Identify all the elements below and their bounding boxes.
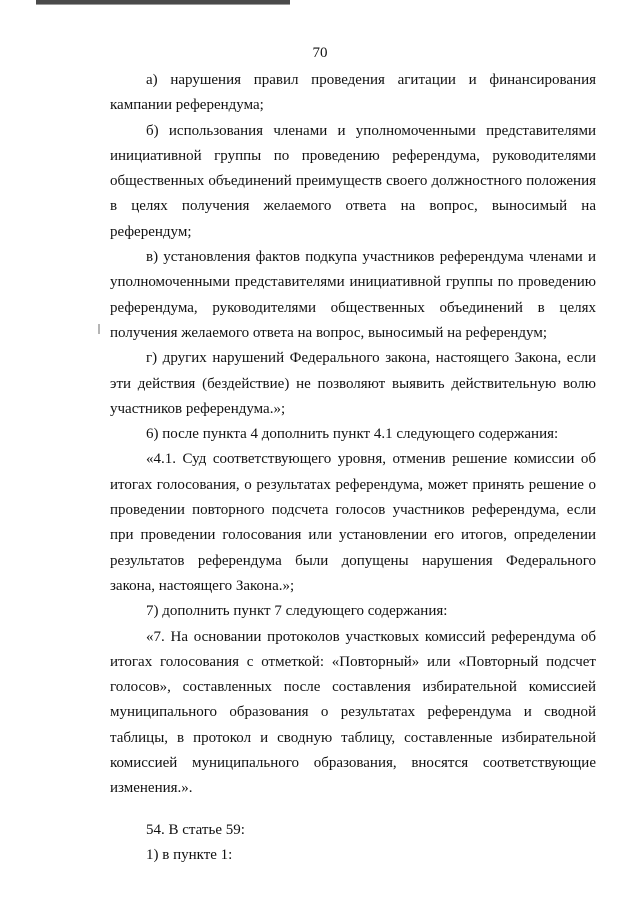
paragraph-clause-7: «7. На основании протоколов участковых комиссий референдума об итогах голосования с отметкой: «Повторный» или «Повторный подсчет голосов», составленных после составления избирательной комиссией муниципального образования о результатах референдума и сводной таблицы, в протокол и сводную таблицу, составленные избирательной комиссией муниципального образования, вносятся соответствующие изменения.». [110,628,596,797]
paragraph-item-v: в) установления фактов подкупа участников референдума членами и уполномоченными представителями инициативной группы по проведению референдума, руководителями общественных объединений в целях получения желаемого ответа на вопрос, выносимый на референдум; [110,249,596,341]
paragraph-amendment-7: 7) дополнить пункт 7 следующего содержания: [146,603,448,620]
paragraph-item-b: б) использования членами и уполномоченными представителями инициативной группы по проведению референдума, руководителями общественных объединений преимуществ своего должностного положения в целях получения желаемого ответа на вопрос, выносимый на референдум; [110,122,596,240]
scan-margin-mark [98,324,100,334]
paragraph-amendment-6: 6) после пункта 4 дополнить пункт 4.1 следующего содержания: [146,426,559,443]
paragraph-clause-4-1: «4.1. Суд соответствующего уровня, отменив решение комиссии об итогах голосования, о результатах референдума, может принять решение о проведении повторного подсчета голосов участников референдума, если при проведении голосования или установлении его итогов, определении результатов референдума были допущены нарушения Федерального закона, настоящего Закона.»; [110,451,596,594]
scan-edge-mark-shadow [36,4,290,5]
paragraph-article-59-heading: 54. В статье 59: [146,821,245,838]
page-number: 70 [312,45,328,61]
paragraph-item-g: г) других нарушений Федерального закона, настоящего Закона, если эти действия (бездействие) не позволяют выявить действительную волю участников референдума.»; [110,350,596,417]
paragraph-item-a: а) нарушения правил проведения агитации и финансирования кампании референдума; [110,72,596,114]
document-body [110,68,596,868]
paragraph-article-59-item-1: 1) в пункте 1: [146,846,233,863]
